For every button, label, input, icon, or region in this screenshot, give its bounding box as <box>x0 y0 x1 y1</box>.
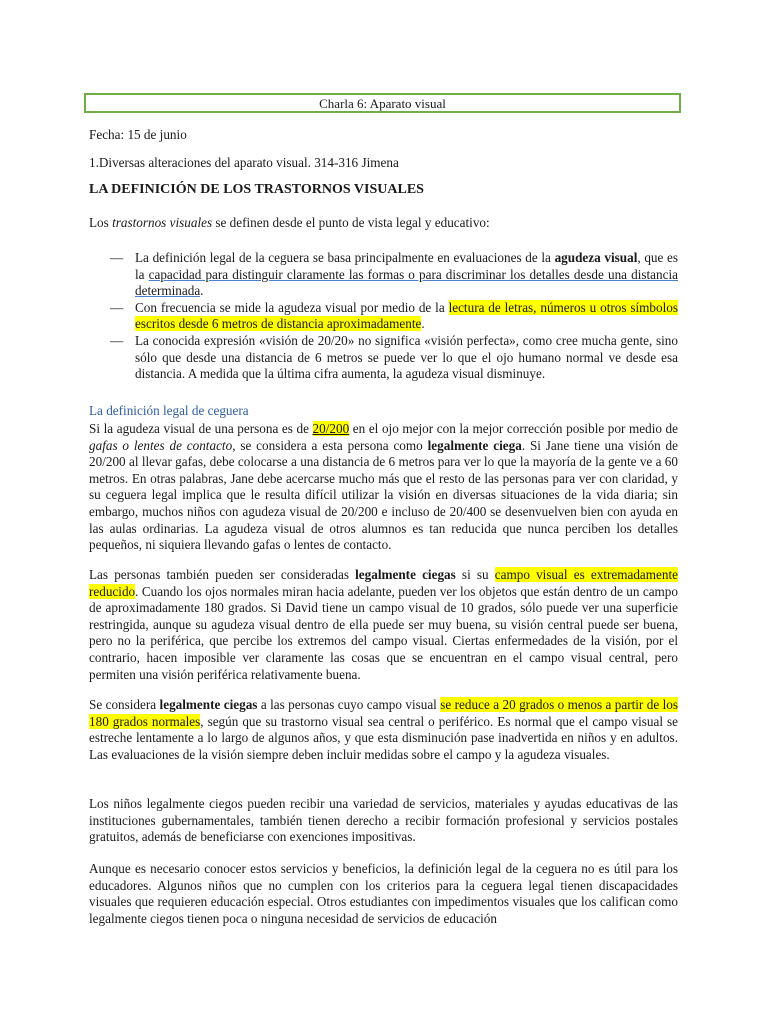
document-title: Charla 6: Aparato visual <box>84 93 681 113</box>
subheading: La definición legal de ceguera <box>89 403 249 418</box>
date-line: Fecha: 15 de junio <box>89 127 187 142</box>
definition-list <box>110 250 678 383</box>
list-item: — La definición legal de la ceguera se basa principalmente en evaluaciones de la agudeza visual, que es la capacidad para distinguir claramente las formas o para discriminar los detalles desde una distancia determinada. <box>110 250 679 299</box>
dash-marker: — <box>110 299 124 315</box>
paragraph-3: Se considera legalmente ciegas a las personas cuyo campo visual se reduce a 20 grados o menos a partir de los 180 grados normales, según que su trastorno visual sea central o periférico. Es normal que el campo visual se estreche lentamente a lo largo de algunos años, y que esta disminución pase inadvertida en niños y en adultos. Las evaluaciones de la visión siempre deben incluir medidas sobre el campo y la agudeza visuales. <box>89 697 679 762</box>
dash-marker: — <box>110 332 124 348</box>
paragraph-2: Las personas también pueden ser consideradas legalmente ciegas si su campo visual es extremadamente reducido. Cuando los ojos normales miran hacia adelante, pueden ver los objetos que están dentro de un campo de aproximadamente 180 grados. Si David tiene un campo visual de 10 grados, sólo puede ver una superficie restringida, aunque su agudeza visual dentro de ella puede ser muy buena, su visión central puede ser buena, pero no la periférica, que percibe los extremos del campo visual. Ciertas enfermedades de la visión, por el contrario, hacen imposible ver claramente las cosas que se encuentran en el campo visual central, pero permiten una visión periférica relativamente buena. <box>89 567 678 682</box>
intro-paragraph: Los trastornos visuales se definen desde el punto de vista legal y educativo: <box>89 215 490 230</box>
list-item: — La conocida expresión «visión de 20/20» no significa «visión perfecta», como cree mucha gente, sino sólo que desde una distancia de 6 metros se puede ver lo que el ojo humano normal ve desde esa distancia. A medida que la última cifra aumenta, la agudeza visual disminuye. <box>110 332 678 382</box>
dash-marker: — <box>110 250 124 265</box>
section-heading: LA DEFINICIÓN DE LOS TRASTORNOS VISUALES <box>89 182 424 197</box>
item-line: 1.Diversas alteraciones del aparato visual. 314-316 Jimena <box>89 155 399 170</box>
paragraph-1: Si la agudeza visual de una persona es de 20/200 en el ojo mejor con la mejor corrección posible por medio de gafas o lentes de contacto, se considera a esta persona como legalmente ciega. Si Jane tiene una visión de 20/200 al llevar gafas, debe colocarse a una distancia de 6 metros para ver lo que la mayoría de la gente ve a 60 metros. En otras palabras, Jane debe acercarse mucho más que el resto de las personas para ver con claridad, y su ceguera legal implica que le resulta difícil utilizar la visión en diversas situaciones de la vida diaria; sin embargo, muchos niños con agudeza visual de 20/200 e incluso de 20/400 se desenvuelven bien con ayuda en las aulas ordinarias. La agudeza visual de otros alumnos es tan reducida que nunca perciben los detalles pequeños, ni siquiera llevando gafas o lentes de contacto. <box>89 421 678 553</box>
paragraph-5: Aunque es necesario conocer estos servicios y beneficios, la definición legal de la ceguera no es útil para los educadores. Algunos niños que no cumplen con los criterios para la ceguera legal tienen discapacidades visuales que requieren educación especial. Otros estudiantes con impedimentos visuales que los califican como legalmente ciegos tienen poca o ninguna necesidad de servicios de educación <box>89 861 678 926</box>
paragraph-4: Los niños legalmente ciegos pueden recibir una variedad de servicios, materiales y ayudas educativas de las instituciones gubernamentales, también tienen derecho a recibir formación profesional y servicios postales gratuitos, además de beneficiarse con exenciones impositivas. <box>89 796 678 845</box>
list-item: — Con frecuencia se mide la agudeza visual por medio de la lectura de letras, números u otros símbolos escritos desde 6 metros de distancia aproximadamente. <box>110 299 678 332</box>
